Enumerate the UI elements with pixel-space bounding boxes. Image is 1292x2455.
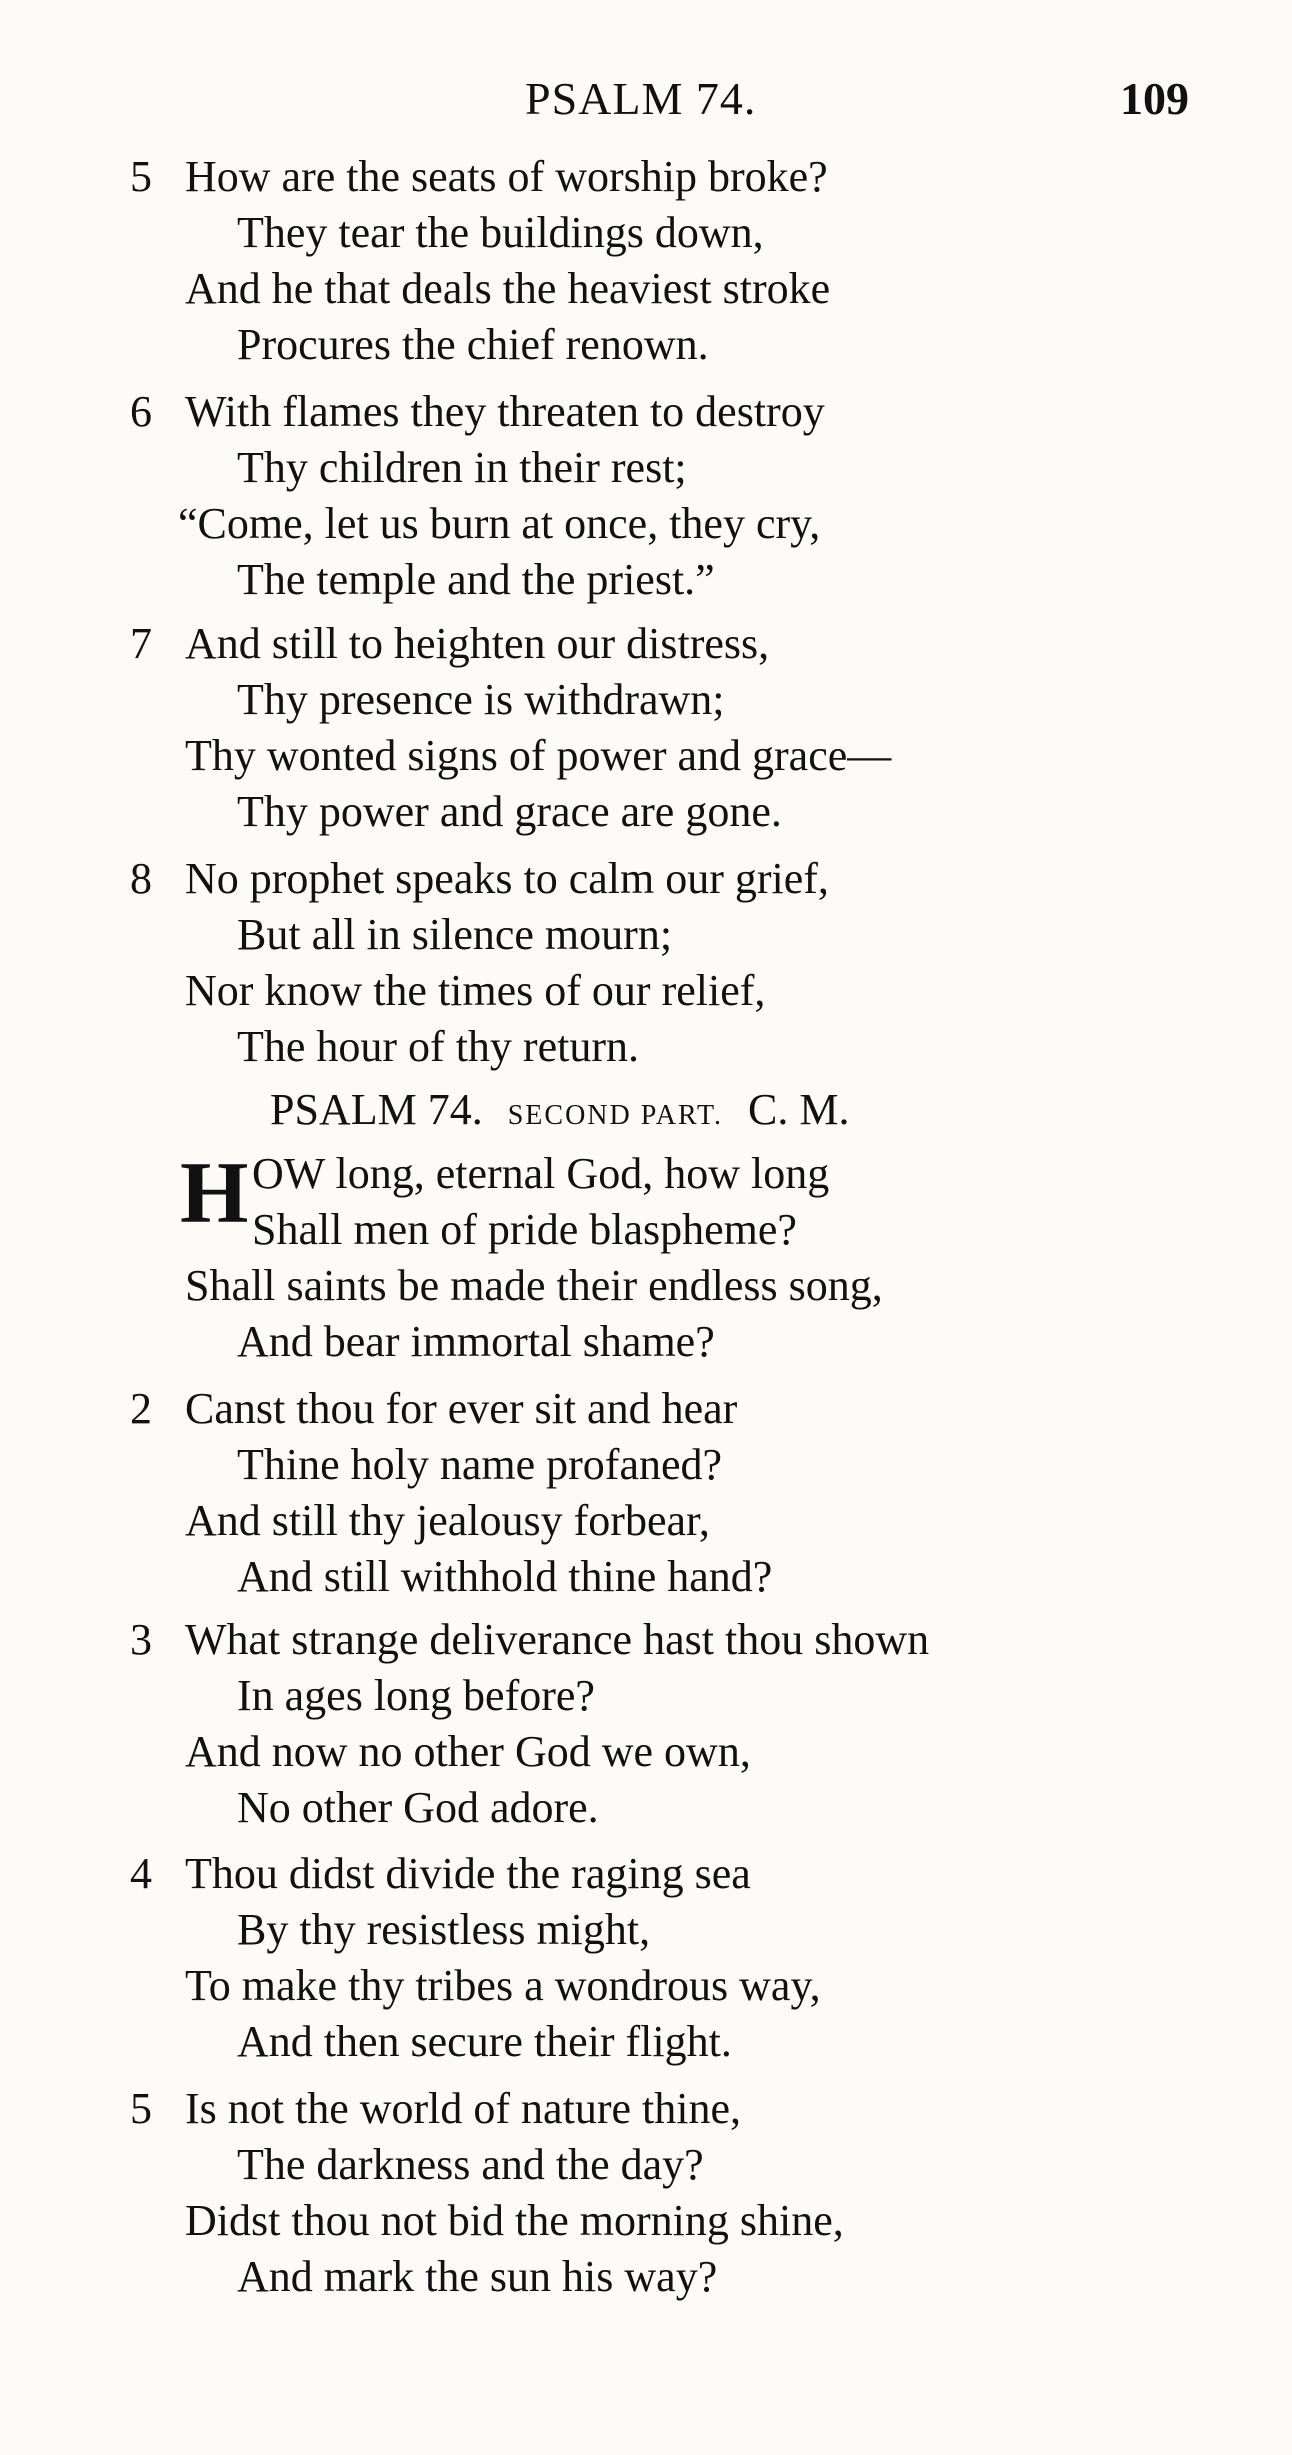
verse-line: No other God adore. bbox=[237, 1783, 599, 1832]
verse-number: 8 bbox=[130, 854, 152, 903]
verse-line: The darkness and the day? bbox=[237, 2140, 704, 2189]
verse-line: With flames they threaten to destroy bbox=[185, 387, 825, 436]
verse-number: 4 bbox=[130, 1849, 152, 1898]
verse-line: Thy wonted signs of power and grace— bbox=[185, 731, 892, 780]
verse-line: Thy power and grace are gone. bbox=[237, 787, 782, 836]
verse-number: 5 bbox=[130, 2084, 152, 2133]
verse-line: What strange deliverance hast thou shown bbox=[185, 1615, 930, 1664]
verse-line: Shall men of pride blaspheme? bbox=[252, 1205, 797, 1254]
verse-line: And mark the sun his way? bbox=[237, 2252, 718, 2301]
verse-line: But all in silence mourn; bbox=[237, 910, 673, 959]
verse-line: And he that deals the heaviest stroke bbox=[185, 264, 831, 313]
verse-line: And bear immortal shame? bbox=[237, 1317, 715, 1366]
verse-line: Thy children in their rest; bbox=[237, 443, 687, 492]
section-meter: C. M. bbox=[747, 1085, 850, 1134]
verse-number: 5 bbox=[130, 152, 152, 201]
verse-line: Didst thou not bid the morning shine, bbox=[185, 2196, 844, 2245]
section-heading bbox=[270, 1085, 850, 1134]
verse-number: 2 bbox=[130, 1384, 152, 1433]
page-header bbox=[0, 72, 1292, 142]
verse-line: And still to heighten our distress, bbox=[185, 619, 770, 668]
verse-line: How are the seats of worship broke? bbox=[185, 152, 828, 201]
verse-line: And still thy jealousy forbear, bbox=[185, 1496, 710, 1545]
running-title: PSALM 74. bbox=[525, 73, 757, 124]
verse-line: And then secure their flight. bbox=[237, 2017, 732, 2066]
verse-line: Thou didst divide the raging sea bbox=[185, 1849, 751, 1898]
verse-line: By thy resistless might, bbox=[237, 1905, 651, 1954]
verse-line: Procures the chief renown. bbox=[237, 320, 709, 369]
verse-line: No prophet speaks to calm our grief, bbox=[185, 854, 829, 903]
verse-line: Is not the world of nature thine, bbox=[185, 2084, 741, 2133]
verse-line: Thy presence is withdrawn; bbox=[237, 675, 725, 724]
verse-number: 3 bbox=[130, 1615, 152, 1664]
verse-number: 6 bbox=[130, 387, 152, 436]
verse-line: The hour of thy return. bbox=[237, 1022, 639, 1071]
verse-line: The temple and the priest.” bbox=[237, 555, 715, 604]
verse-line: Nor know the times of our relief, bbox=[185, 966, 766, 1015]
section-subtitle: SECOND PART. bbox=[507, 1100, 723, 1131]
verse-line: “Come, let us burn at once, they cry, bbox=[178, 499, 821, 548]
verse-line: Thine holy name profaned? bbox=[237, 1440, 723, 1489]
verse-line: To make thy tribes a wondrous way, bbox=[185, 1961, 821, 2010]
verse-line: In ages long before? bbox=[237, 1671, 595, 1720]
verse-line: They tear the buildings down, bbox=[237, 208, 764, 257]
page-number: 109 bbox=[1120, 73, 1189, 124]
verse-line: Shall saints be made their endless song, bbox=[185, 1261, 883, 1310]
drop-cap: H bbox=[180, 1145, 249, 1242]
verse-line: Canst thou for ever sit and hear bbox=[185, 1384, 738, 1433]
verse-line: OW long, eternal God, how long bbox=[252, 1149, 830, 1198]
verse-line: And now no other God we own, bbox=[185, 1727, 751, 1776]
section-title: PSALM 74. bbox=[270, 1085, 483, 1134]
verse-line: And still withhold thine hand? bbox=[237, 1552, 773, 1601]
verse-number: 7 bbox=[130, 619, 152, 668]
